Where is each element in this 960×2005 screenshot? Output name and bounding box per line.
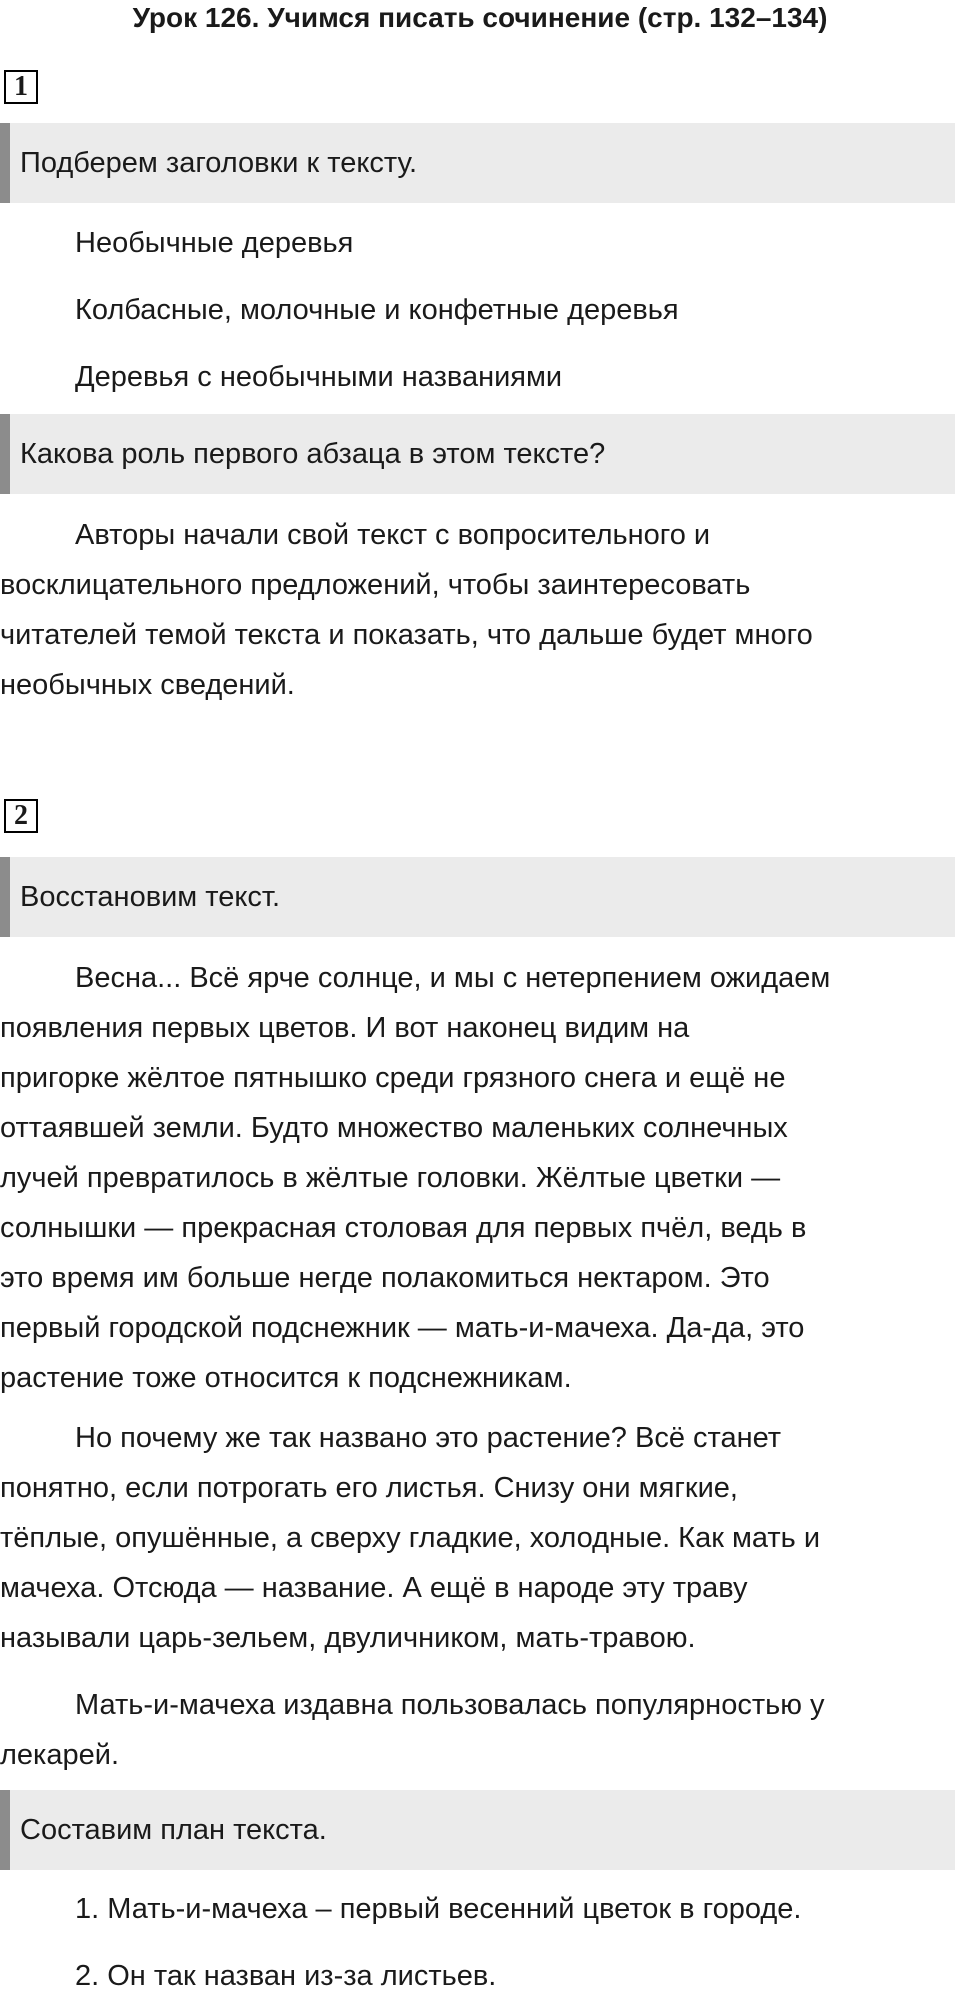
text-line: Мать-и-мачеха издавна пользовалась популярностью у (75, 1689, 825, 1721)
text-line: первый городской подснежник — мать-и-мачеха. Да-да, это (0, 1312, 805, 1344)
question-bar: Какова роль первого абзаца в этом тексте? (0, 414, 955, 494)
plan-item: 2. Он так назван из-за листьев. (75, 1960, 497, 1992)
story-paragraph (0, 953, 960, 1403)
question-bar: Подберем заголовки к тексту. (0, 123, 955, 203)
text-line: Но почему же так названо это растение? Всё станет (75, 1422, 782, 1454)
text-line: понятно, если потрогать его листья. Снизу они мягкие, (0, 1472, 738, 1504)
story-paragraph (0, 1680, 960, 1780)
text-line: солнышки — прекрасная столовая для первых пчёл, ведь в (0, 1212, 807, 1244)
title-option: Необычные деревья (75, 227, 354, 259)
text-line: лучей превратилось в жёлтые головки. Жёлтые цветки — (0, 1162, 781, 1194)
text-line: восклицательного предложений, чтобы заинтересовать (0, 569, 751, 601)
text-line: Весна... Всё ярче солнце, и мы с нетерпением ожидаем (75, 962, 831, 994)
task-number-badge: 1 (4, 70, 38, 104)
text-line: появления первых цветов. И вот наконец видим на (0, 1012, 690, 1044)
question-bar: Составим план текста. (0, 1790, 955, 1870)
text-line: называли царь-зельем, двуличником, мать-травою. (0, 1622, 696, 1654)
page-title: Урок 126. Учимся писать сочинение (стр. 132–134) (132, 2, 828, 33)
question-bar: Восстановим текст. (0, 857, 955, 937)
text-line: мачеха. Отсюда — название. А ещё в народе эту траву (0, 1572, 748, 1604)
text-line: необычных сведений. (0, 669, 295, 701)
plan-item: 1. Мать-и-мачеха – первый весенний цветок в городе. (75, 1893, 802, 1925)
title-option: Деревья с необычными названиями (75, 361, 563, 393)
text-line: растение тоже относится к подснежникам. (0, 1362, 572, 1394)
text-line: тёплые, опушённые, а сверху гладкие, холодные. Как мать и (0, 1522, 821, 1554)
text-line: лекарей. (0, 1739, 120, 1771)
story-paragraph (0, 1413, 960, 1663)
text-line: оттаявшей земли. Будто множество маленьких солнечных (0, 1112, 788, 1144)
text-line: Авторы начали свой текст с вопросительного и (75, 519, 711, 551)
text-line: пригорке жёлтое пятнышко среди грязного снега и ещё не (0, 1062, 786, 1094)
text-line: это время им больше негде полакомиться нектаром. Это (0, 1262, 770, 1294)
answer-paragraph (0, 510, 960, 710)
task-number-badge: 2 (4, 799, 38, 833)
text-line: читателей темой текста и показать, что дальше будет много (0, 619, 813, 651)
title-option: Колбасные, молочные и конфетные деревья (75, 294, 679, 326)
